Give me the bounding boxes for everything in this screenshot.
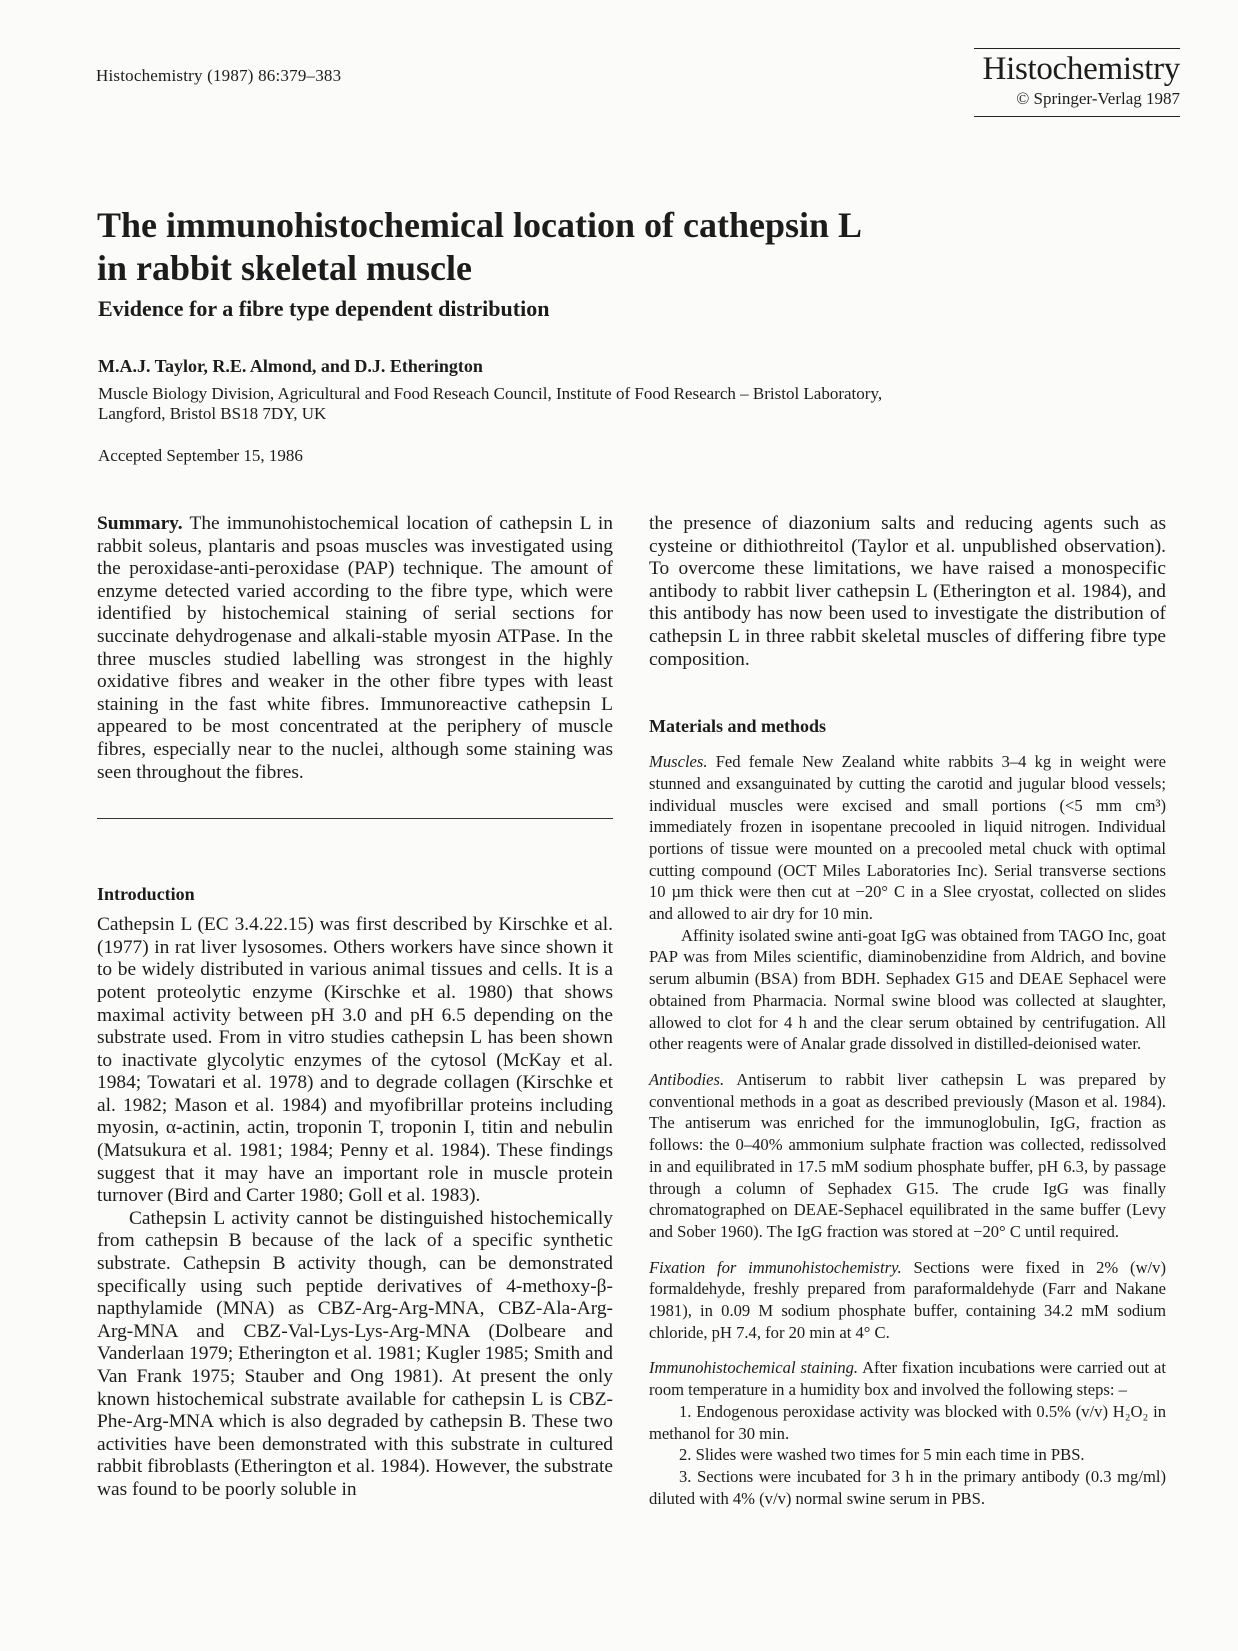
- accepted-date: Accepted September 15, 1986: [98, 446, 303, 465]
- staining-text: After fixation incubations were carried out at room temperature in a humidity box and involved the following steps: –: [649, 1358, 1167, 1400]
- summary: [97, 513, 613, 784]
- introduction-heading: Introduction: [97, 884, 195, 905]
- staining-step-2: 2. Slides were washed two times for 5 min each time in PBS.: [679, 1445, 1085, 1465]
- fixation-text: Sections were fixed in 2% (w/v) formaldehyde, freshly prepared from paraformaldehyde (Farr and Nakane 1981), in 0.09 M sodium phosphate buffer, containing 34.2 mM sodium chloride, pH 7.4, for 20 min at 4° C.: [649, 1257, 1166, 1342]
- journal-masthead: [974, 48, 1180, 117]
- muscles-label: Muscles.: [649, 752, 708, 772]
- copyright: © Springer-Verlag 1987: [974, 88, 1180, 117]
- left-column: [97, 513, 613, 1502]
- affiliation: [98, 384, 1058, 424]
- staining-label: Immunohistochemical staining.: [649, 1358, 859, 1378]
- right-column: [649, 513, 1166, 1509]
- antibodies-text: Antiserum to rabbit liver cathepsin L was prepared by conventional methods in a goat as described previously (Mason et al. 1984). The antiserum was enriched for the immunoglobulin, IgG, fraction as follows: the 0–40% ammonium sulphate fraction was collected, redissolved in and equilibrated in 17.5 mM sodium phosphate buffer, pH 6.3, by passage through a column of Sephadex G15. The crude IgG was finally chromatographed on DEAE-Sephacel equilibrated in the same buffer (Levy and Sober 1960). The IgG fraction was stored at −20° C until required.: [649, 1070, 1166, 1241]
- staining-step-3: 3. Sections were incubated for 3 h in the primary antibody (0.3 mg/ml) diluted with 4% (v/v) normal swine serum in PBS.: [649, 1466, 1166, 1508]
- fixation-paragraph: [649, 1257, 1166, 1344]
- staining-paragraph: [649, 1357, 1166, 1400]
- reagents-paragraph: Affinity isolated swine anti-goat IgG was obtained from TAGO Inc, goat PAP was from Miles scientific, diaminobenzidine from Aldrich, and bovine serum albumin (BSA) from BDH. Sephadex G15 and DEAE Sephacel were obtained from Pharmacia. Normal swine blood was collected at slaughter, allowed to clot for 4 h and the clear serum obtained by centrifugation. All other reagents were of Analar grade dissolved in distilled-deionised water.: [649, 925, 1166, 1054]
- methods-heading: Materials and methods: [649, 716, 826, 737]
- title-line-2: in rabbit skeletal muscle: [97, 248, 472, 288]
- muscles-paragraph: [649, 751, 1166, 925]
- article-subtitle: Evidence for a fibre type dependent distribution: [98, 296, 550, 321]
- journal-name: Histochemistry: [982, 51, 1180, 87]
- staining-step-1: 1. Endogenous peroxidase activity was blocked with 0.5% (v/v) H₂O₂ in methanol for 30 min.: [649, 1401, 1166, 1443]
- article-title: [97, 204, 997, 290]
- summary-text: The immunohistochemical location of cathepsin L in rabbit soleus, plantaris and psoas muscles was investigated using the peroxidase-anti-peroxidase (PAP) technique. The amount of enzyme detected varied according to the fibre type, which were identified by histochemical staining of serial sections for succinate dehydrogenase and alkali-stable myosin ATPase. In the three muscles studied labelling was strongest in the highly oxidative fibres and weaker in the other fibre types with least staining in the fast white fibres. Immunoreactive cathepsin L appeared to be most concentrated at the periphery of muscle fibres, especially near to the nuclei, although some staining was seen throughout the fibres.: [97, 513, 614, 783]
- title-line-1: The immunohistochemical location of cathepsin L: [97, 205, 863, 245]
- muscles-text: Fed female New Zealand white rabbits 3–4 kg in weight were stunned and exsanguinated by cutting the carotid and jugular blood vessels; individual muscles were excised and small portions (<5 mm cm³) immediately frozen in isopentane precooled in liquid nitrogen. Individual portions of tissue were mounted on a precooled metal chuck with optimal cutting compound (OCT Miles Laboratories Inc). Serial transverse sections 10 µm thick were then cut at −20° C in a Slee cryostat, collected on slides and allowed to air dry for 10 min.: [649, 752, 1166, 924]
- affiliation-line-1: Muscle Biology Division, Agricultural and Food Reseach Council, Institute of Food Research – Bristol Laboratory,: [98, 384, 883, 403]
- running-head: Histochemistry (1987) 86:379–383: [96, 66, 342, 85]
- authors: M.A.J. Taylor, R.E. Almond, and D.J. Etherington: [98, 356, 483, 376]
- summary-label: Summary.: [97, 513, 183, 534]
- fixation-label: Fixation for immunohistochemistry.: [649, 1257, 902, 1277]
- intro-paragraph-2-continued: the presence of diazonium salts and reducing agents such as cysteine or dithiothreitol (Taylor et al. unpublished observation). To overcome these limitations, we have raised a monospecific antibody to rabbit liver cathepsin L (Etherington et al. 1984), and this antibody has now been used to investigate the distribution of cathepsin L in three rabbit skeletal muscles of differing fibre type composition.: [649, 513, 1166, 670]
- intro-paragraph-2: Cathepsin L activity cannot be distinguished histochemically from cathepsin B because of the lack of a specific synthetic substrate. Cathepsin B activity though, can be demonstrated specifically using such peptide derivatives of 4-methoxy-β-napthylamide (MNA) as CBZ-Arg-Arg-MNA, CBZ-Ala-Arg-Arg-MNA and CBZ-Val-Lys-Lys-Arg-MNA (Dolbeare and Vanderlaan 1979; Etherington et al. 1981; Kugler 1985; Smith and Van Frank 1975; Stauber and Ong 1981). At present the only known histochemical substrate available for cathepsin L is CBZ-Phe-Arg-MNA which is also degraded by cathepsin B. These two activities have been demonstrated with this substrate in cultured rabbit fibroblasts (Etherington et al. 1984). However, the substrate was found to be poorly soluble in: [97, 1207, 613, 1500]
- antibodies-paragraph: [649, 1069, 1166, 1243]
- antibodies-label: Antibodies.: [649, 1070, 725, 1089]
- intro-paragraph-1: Cathepsin L (EC 3.4.22.15) was first described by Kirschke et al. (1977) in rat liver lysosomes. Others workers have since shown it to be widely distributed in various animal tissues and cells. It is a potent proteolytic enzyme (Kirschke et al. 1980) that shows maximal activity between pH 3.0 and pH 6.5 depending on the substrate used. From in vitro studies cathepsin L has been shown to inactivate glycolytic enzymes of the cytosol (McKay et al. 1984; Towatari et al. 1978) and to degrade collagen (Kirschke et al. 1982; Mason et al. 1984) and myofibrillar proteins including myosin, α-actinin, actin, troponin T, troponin I, titin and nebulin (Matsukura et al. 1981; 1984; Penny et al. 1984). These findings suggest that it may have an important role in muscle protein turnover (Bird and Carter 1980; Goll et al. 1983).: [97, 914, 613, 1207]
- affiliation-line-2: Langford, Bristol BS18 7DY, UK: [98, 404, 327, 423]
- masthead-rule: [974, 48, 1180, 49]
